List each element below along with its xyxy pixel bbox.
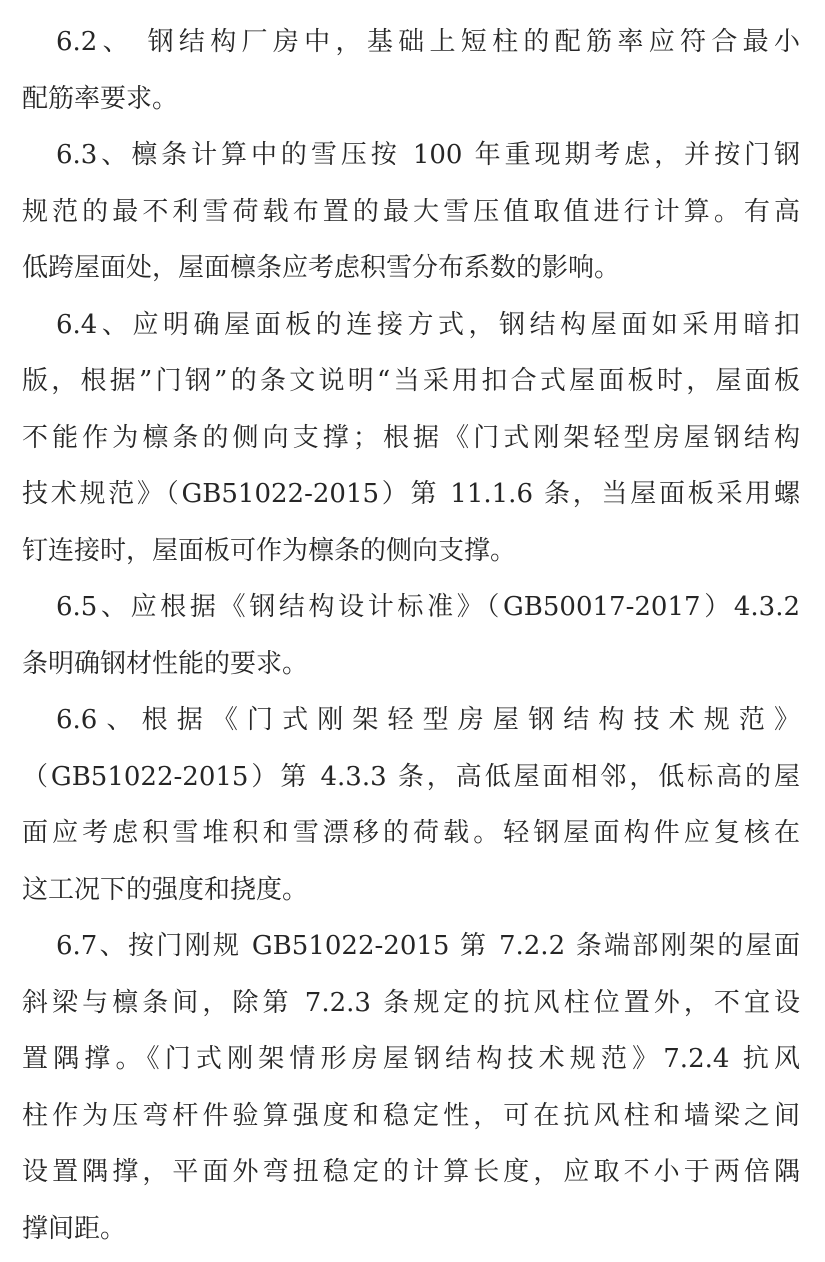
text-line: 斜梁与檩条间，除第 7.2.3 条规定的抗风柱位置外，不宜设 [22,987,800,1018]
text-line: 柱作为压弯杆件验算强度和稳定性，可在抗风柱和墙梁之间 [22,1100,800,1131]
text-line: 低跨屋面处，屋面檩条应考虑积雪分布系数的影响。 [22,253,621,283]
text-line: 这工况下的强度和挠度。 [22,874,309,905]
text-line: 不能作为檩条的侧向支撑；根据《门式刚架轻型房屋钢结构 [22,422,800,453]
paragraph [22,918,800,1257]
text-line: 设置隅撑，平面外弯扭稳定的计算长度，应取不小于两倍隅 [22,1157,800,1187]
text-line: 规范的最不利雪荷载布置的最大雪压值取值进行计算。有高 [22,196,800,227]
text-line: 技术规范》（GB51022-2015）第 11.1.6 条，当屋面板采用螺 [22,479,800,509]
text-line: 6.4、应明确屋面板的连接方式，钢结构屋面如采用暗扣 [56,309,800,340]
text-line: 6.6、根据《门式刚架轻型房屋钢结构技术规范》 [56,705,800,735]
paragraph [22,692,800,918]
text-line: 条明确钢材性能的要求。 [22,648,309,679]
text-line: （GB51022-2015）第 4.3.3 条，高低屋面相邻，低标高的屋 [22,761,800,792]
paragraph [22,579,800,692]
text-line: 6.7、按门刚规 GB51022-2015 第 7.2.2 条端部刚架的屋面 [56,931,800,961]
text-line: 配筋率要求。 [22,83,179,114]
text-line: 面应考虑积雪堆积和雪漂移的荷载。轻钢屋面构件应复核在 [22,818,800,848]
paragraph [22,127,800,297]
text-line: 6.3、檩条计算中的雪压按 100 年重现期考虑，并按门钢 [56,140,800,170]
text-line: 6.5、应根据《钢结构设计标准》（GB50017-2017）4.3.2 [56,592,800,622]
paragraph [22,14,800,127]
paragraph [22,297,800,580]
text-line: 钉连接时，屋面板可作为檩条的侧向支撑。 [22,535,517,566]
text-line: 撑间距。 [22,1213,127,1244]
text-line: 版，根据”门钢”的条文说明“当采用扣合式屋面板时，屋面板 [22,366,800,396]
text-line: 置隅撑。《门式刚架情形房屋钢结构技术规范》7.2.4 抗风 [22,1044,800,1074]
text-line: 6.2、 钢结构厂房中，基础上短柱的配筋率应符合最小 [56,27,800,57]
document-page [22,14,800,1257]
